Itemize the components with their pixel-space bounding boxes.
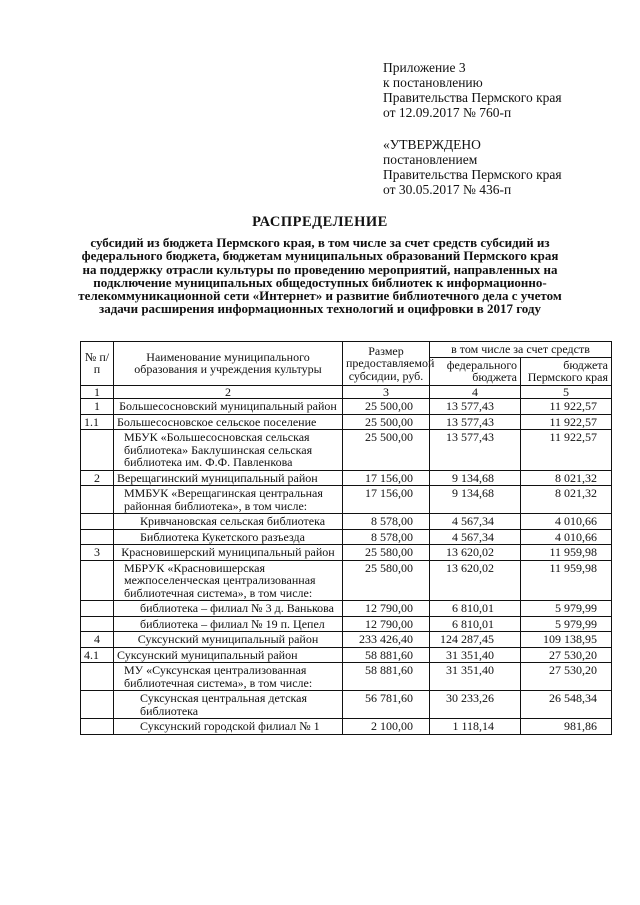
- row-num: [81, 486, 114, 514]
- row-amount: 12 790,00: [343, 601, 430, 617]
- row-num: [81, 663, 114, 691]
- table-row: [81, 663, 612, 691]
- attachment-line: от 12.09.2017 № 760-п: [383, 105, 512, 120]
- approval-line: «УТВЕРЖДЕНО: [383, 137, 481, 152]
- table-row: [81, 691, 612, 719]
- row-amount: 2 100,00: [343, 719, 430, 735]
- row-name: Суксунский муниципальный район: [114, 647, 343, 663]
- row-name: библиотека – филиал № 3 д. Ванькова: [114, 601, 343, 617]
- attachment-block: [383, 60, 562, 120]
- subsidy-table: [80, 341, 612, 735]
- row-num: [81, 691, 114, 719]
- row-regional: 5 979,99: [521, 601, 612, 617]
- row-name: Верещагинский муниципальный район: [114, 470, 343, 486]
- row-num: [81, 601, 114, 617]
- row-federal: 13 577,43: [430, 414, 521, 430]
- header-federal: федерального бюджета: [430, 357, 521, 385]
- row-regional: 8 021,32: [521, 486, 612, 514]
- row-amount: 25 500,00: [343, 430, 430, 471]
- table-row: [81, 616, 612, 632]
- table-row: [81, 529, 612, 545]
- row-regional: 11 922,57: [521, 399, 612, 415]
- row-federal: 6 810,01: [430, 616, 521, 632]
- row-name: Большесосновский муниципальный район: [114, 399, 343, 415]
- row-federal: 13 620,02: [430, 545, 521, 561]
- table-row: [81, 560, 612, 601]
- header-including: в том числе за счет средств: [430, 342, 612, 358]
- table-row: [81, 399, 612, 415]
- row-federal: 124 287,45: [430, 632, 521, 648]
- row-num: 2: [81, 470, 114, 486]
- attachment-line: к постановлению: [383, 75, 483, 90]
- approval-line: от 30.05.2017 № 436-п: [383, 182, 512, 197]
- row-federal: 31 351,40: [430, 647, 521, 663]
- row-name: библиотека – филиал № 19 п. Цепел: [114, 616, 343, 632]
- table-row: [81, 545, 612, 561]
- row-num: [81, 514, 114, 530]
- table-row: [81, 430, 612, 471]
- table-row: [81, 486, 612, 514]
- row-amount: 25 500,00: [343, 399, 430, 415]
- row-name: Большесосновское сельское поселение: [114, 414, 343, 430]
- row-name: МБУК «Большесосновская сельская библиотека» Баклушинская сельская библиотека им. Ф.Ф. Павленкова: [114, 430, 343, 471]
- row-num: 1.1: [81, 414, 114, 430]
- attachment-line: Приложение 3: [383, 60, 466, 75]
- row-federal: 13 577,43: [430, 399, 521, 415]
- column-number-row: [81, 385, 612, 399]
- row-federal: 9 134,68: [430, 470, 521, 486]
- row-num: [81, 430, 114, 471]
- row-num: 3: [81, 545, 114, 561]
- row-amount: 58 881,60: [343, 647, 430, 663]
- row-regional: 981,86: [521, 719, 612, 735]
- row-amount: 58 881,60: [343, 663, 430, 691]
- row-regional: 5 979,99: [521, 616, 612, 632]
- row-name: Суксунская центральная детская библиотека: [114, 691, 343, 719]
- row-amount: 17 156,00: [343, 470, 430, 486]
- document-title: РАСПРЕДЕЛЕНИЕ: [252, 214, 388, 230]
- document-subtitle: субсидий из бюджета Пермского края, в том числе за счет средств субсидий из федерального бюджета, бюджетам муниципальных образований Пермского края на поддержку отрасли культуры по проведению мероприятий, направленных на подключение муниципальных общедоступных библиотек к информационно-телекоммуникационной сети «Интернет» и развитие библиотечного дела с учетом задачи расширения информационных технологий и оцифровки в 2017 году: [78, 235, 562, 317]
- row-regional: 27 530,20: [521, 647, 612, 663]
- row-name: Библиотека Кукетского разъезда: [114, 529, 343, 545]
- row-regional: 109 138,95: [521, 632, 612, 648]
- table-row: [81, 632, 612, 648]
- column-number: 5: [521, 385, 612, 399]
- row-name: Суксунский городской филиал № 1: [114, 719, 343, 735]
- row-regional: 4 010,66: [521, 529, 612, 545]
- row-name: ММБУК «Верещагинская центральная районная библиотека», в том числе:: [114, 486, 343, 514]
- row-amount: 8 578,00: [343, 514, 430, 530]
- approval-line: постановлением: [383, 152, 478, 167]
- column-number: 2: [114, 385, 343, 399]
- row-regional: 4 010,66: [521, 514, 612, 530]
- row-amount: 17 156,00: [343, 486, 430, 514]
- row-name: Красновишерский муниципальный район: [114, 545, 343, 561]
- row-amount: 25 580,00: [343, 560, 430, 601]
- row-federal: 1 118,14: [430, 719, 521, 735]
- row-federal: 31 351,40: [430, 663, 521, 691]
- row-regional: 11 922,57: [521, 430, 612, 471]
- table-row: [81, 470, 612, 486]
- header-name: Наименование муниципального образования и учреждения культуры: [114, 342, 343, 386]
- column-number: 3: [343, 385, 430, 399]
- row-num: 4.1: [81, 647, 114, 663]
- row-name: МБРУК «Красновишерская межпоселенческая централизованная библиотечная система», в том числе:: [114, 560, 343, 601]
- column-number: 4: [430, 385, 521, 399]
- row-num: [81, 719, 114, 735]
- attachment-line: Правительства Пермского края: [383, 90, 562, 105]
- table-row: [81, 514, 612, 530]
- header-amount: Размер предоставляемой субсидии, руб.: [343, 342, 430, 386]
- row-federal: 30 233,26: [430, 691, 521, 719]
- header-num: № п/п: [81, 342, 114, 386]
- row-name: МУ «Суксунская централизованная библиотечная система», в том числе:: [114, 663, 343, 691]
- row-regional: 26 548,34: [521, 691, 612, 719]
- column-number: 1: [81, 385, 114, 399]
- row-num: [81, 529, 114, 545]
- row-regional: 27 530,20: [521, 663, 612, 691]
- row-federal: 4 567,34: [430, 529, 521, 545]
- row-amount: 12 790,00: [343, 616, 430, 632]
- row-num: 1: [81, 399, 114, 415]
- row-name: Суксунский муниципальный район: [114, 632, 343, 648]
- table-row: [81, 601, 612, 617]
- approval-line: Правительства Пермского края: [383, 167, 562, 182]
- row-regional: 11 959,98: [521, 560, 612, 601]
- row-num: [81, 560, 114, 601]
- row-federal: 6 810,01: [430, 601, 521, 617]
- row-num: [81, 616, 114, 632]
- row-amount: 56 781,60: [343, 691, 430, 719]
- row-name: Кривчановская сельская библиотека: [114, 514, 343, 530]
- row-federal: 13 577,43: [430, 430, 521, 471]
- row-amount: 233 426,40: [343, 632, 430, 648]
- row-amount: 8 578,00: [343, 529, 430, 545]
- table-row: [81, 719, 612, 735]
- row-amount: 25 500,00: [343, 414, 430, 430]
- row-regional: 11 922,57: [521, 414, 612, 430]
- row-num: 4: [81, 632, 114, 648]
- table-row: [81, 414, 612, 430]
- table-row: [81, 647, 612, 663]
- row-federal: 13 620,02: [430, 560, 521, 601]
- row-regional: 8 021,32: [521, 470, 612, 486]
- row-amount: 25 580,00: [343, 545, 430, 561]
- row-federal: 9 134,68: [430, 486, 521, 514]
- approval-block: [383, 137, 562, 197]
- row-federal: 4 567,34: [430, 514, 521, 530]
- header-regional: бюджета Пермского края: [521, 357, 612, 385]
- row-regional: 11 959,98: [521, 545, 612, 561]
